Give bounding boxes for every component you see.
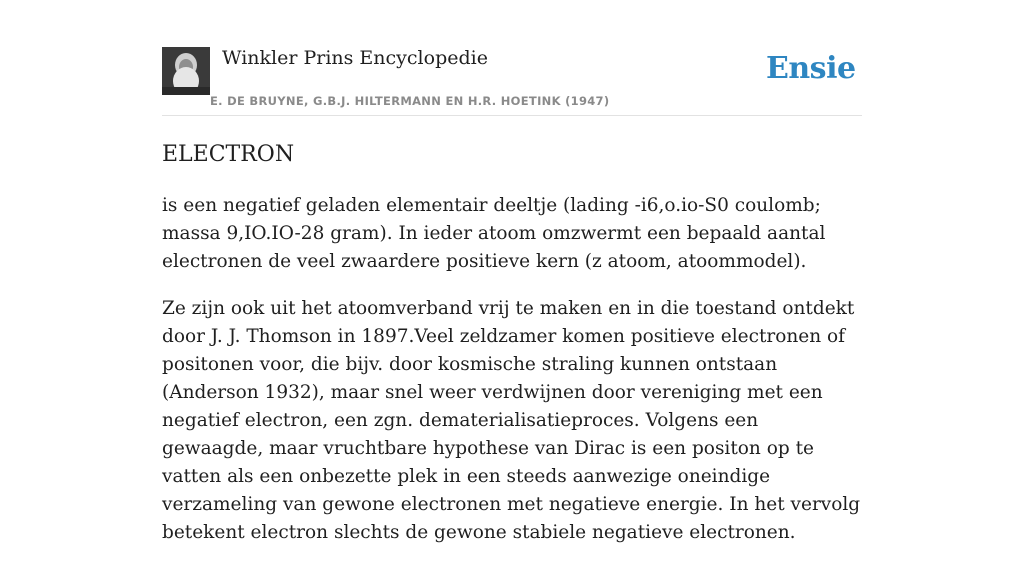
ensie-logo[interactable]: Ensie: [766, 51, 856, 86]
header-divider: [162, 115, 862, 116]
entry-paragraph-2: Ze zijn ook uit het atoomverband vrij te maken en in die toestand ontdekt door J. J. Thomson in 1897.Veel zeldzamer komen positieve electronen of positonen voor, die bijv. door kosmische straling kunnen ontstaan (Anderson 1932), maar snel weer verdwijnen door vereniging met een negatief electron, een zgn. dematerialisatieproces. Volgens een gewaagde, maar vruchtbare hypothese van Dirac is een positon op te vatten als een onbezette plek in een steeds aanwezige oneindige verzameling van gewone electronen met negatieve energie. In het vervolg betekent electron slechts de gewone stabiele negatieve electronen.: [162, 298, 861, 543]
site-title[interactable]: Winkler Prins Encyclopedie: [222, 47, 488, 69]
authors-line: E. DE BRUYNE, G.B.J. HILTERMANN EN H.R. HOETINK (1947): [210, 94, 610, 108]
entry-paragraph-1: is een negatief geladen elementair deeltje (lading -i6,o.io-S0 coulomb; massa 9,IO.IO-28 gram). In ieder atoom omzwermt een bepaald aantal electronen de veel zwaardere positieve kern (z atoom, atoommodel).: [162, 195, 826, 272]
entry-body: [162, 192, 862, 566]
author-avatar[interactable]: [162, 47, 210, 95]
entry-title: ELECTRON: [162, 142, 295, 167]
author-portrait-icon: [162, 47, 210, 95]
